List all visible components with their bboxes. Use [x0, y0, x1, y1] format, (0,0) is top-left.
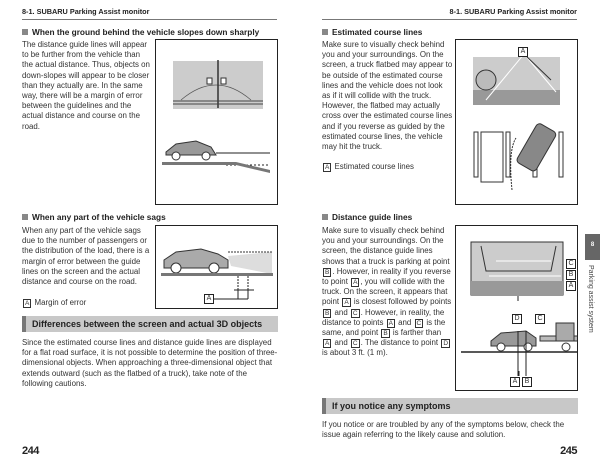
header-rule	[22, 19, 277, 20]
running-header-right: 8-1. SUBARU Parking Assist monitor	[449, 7, 577, 16]
page-number: 245	[560, 445, 577, 457]
text-segment: is the same, and point	[322, 317, 446, 338]
legend-text: Margin of error	[34, 298, 87, 307]
text-segment: . The distance to point	[360, 338, 441, 348]
text-segment: and	[332, 338, 350, 348]
course-lines-illustration	[456, 40, 577, 204]
legend-text: Estimated course lines	[334, 162, 414, 171]
figure-label-a: A	[204, 294, 214, 304]
heading-text: Distance guide lines	[332, 212, 413, 222]
slope-figure	[155, 39, 278, 205]
inline-point-label: C	[352, 309, 358, 317]
section-heading	[22, 27, 259, 37]
heading-text: When any part of the vehicle sags	[32, 212, 166, 222]
legend-key-box: A	[325, 164, 330, 171]
paragraph: When any part of the vehicle sags due to the number of passengers or the distribution of the load, there is a margin of error between the guide lines on the screen and the actual distance and course on the road.	[22, 226, 150, 287]
page-number: 244	[22, 445, 39, 457]
paragraph: Make sure to visually check behind you and your surroundings. On the screen, a truck flatbed may appear to be outside of the estimated course lines and the vehicle does not look as if it will collide with the truck. However, the flatbed may actually cross over the estimated course lines and if you reverse as guided by the estimated course lines, the vehicle may hit the truck.	[322, 40, 453, 152]
distance-lines-figure	[455, 225, 578, 391]
heading-text: Estimated course lines	[332, 27, 423, 37]
text-segment: , you will collide with the truck. On the screen, it appears that point	[322, 277, 448, 307]
figure-label-a: A	[518, 47, 528, 57]
chapter-tab[interactable]: 8	[585, 234, 600, 260]
figure-label-c: C	[535, 314, 545, 324]
figure-label-c: C	[566, 259, 576, 269]
running-header-left: 8-1. SUBARU Parking Assist monitor	[22, 7, 150, 16]
course-lines-figure	[455, 39, 578, 205]
text-segment: is about 3 ft. (1 m).	[322, 348, 388, 358]
header-rule	[322, 19, 577, 20]
bullet-square-icon	[22, 29, 28, 35]
bullet-square-icon	[322, 214, 328, 220]
sag-figure	[155, 225, 278, 309]
inline-point-label: B	[325, 309, 330, 317]
figure-label-b: B	[522, 377, 532, 387]
text-segment: and	[332, 307, 350, 317]
paragraph: The distance guide lines will appear to be further from the vehicle than the actual distance. Thus, objects on down-slopes will appear to be closer than they actually are. In the same way, there will be a margin of error between the guidelines and the actual distance and course on the road.	[22, 40, 150, 131]
inline-point-label: D	[443, 340, 449, 348]
section-bar: If you notice any symptoms	[322, 398, 578, 414]
inline-point-label: A	[344, 299, 349, 307]
text-segment: . However, in reality if you reverse to point	[322, 266, 451, 287]
figure-legend	[22, 298, 86, 308]
figure-label-b: B	[566, 270, 576, 280]
inline-point-label: A	[353, 279, 358, 287]
paragraph: Since the estimated course lines and distance guide lines are displayed for a flat road surface, it is not possible to determine the position of three-dimensional objects. When approaching a three-dimensional object that extends outward (such as the flatbed of a truck), take note of the following cautions.	[22, 338, 278, 388]
section-heading	[322, 212, 412, 222]
text-segment: is closest followed by points	[351, 297, 452, 307]
sag-illustration	[156, 226, 277, 308]
section-bar: Differences between the screen and actual 3D objects	[22, 316, 278, 332]
inline-point-label: B	[383, 330, 388, 338]
figure-label-a: A	[510, 377, 520, 387]
heading-text: When the ground behind the vehicle slopes down sharply	[32, 27, 260, 37]
text-segment: and	[395, 317, 414, 327]
inline-point-label: C	[352, 340, 358, 348]
inline-point-label: A	[325, 340, 330, 348]
figure-label-d: D	[512, 314, 522, 324]
legend-key-box: A	[25, 300, 30, 307]
text-segment: is farther than	[390, 328, 442, 338]
paragraph	[322, 226, 453, 359]
distance-lines-illustration	[456, 226, 577, 390]
bullet-square-icon	[22, 214, 28, 220]
inline-point-label: A	[388, 319, 393, 327]
chapter-tab-label: Parking assist system	[587, 265, 594, 333]
section-heading	[22, 212, 166, 222]
slope-illustration	[156, 40, 277, 204]
inline-point-label: C	[416, 319, 422, 327]
text-segment: . However, in reality, the distance to points	[322, 307, 445, 327]
bullet-square-icon	[322, 29, 328, 35]
text-segment: Make sure to visually check behind you and your surroundings. On the screen, the distance guide lines shows that a truck is parking at point	[322, 226, 450, 266]
figure-legend	[322, 162, 414, 172]
figure-label-a: A	[566, 281, 576, 291]
paragraph: If you notice or are troubled by any of the symptoms below, check the issue again referring to the likely cause and solution.	[322, 420, 565, 440]
section-heading	[322, 27, 422, 37]
inline-point-label: B	[325, 268, 330, 276]
